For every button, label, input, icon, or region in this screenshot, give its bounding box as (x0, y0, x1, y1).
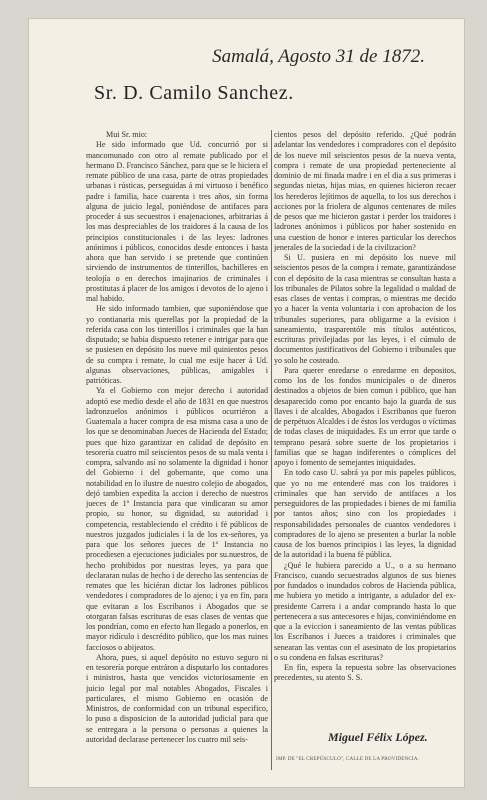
paragraph: Si U. pusiera en mi depósito los nueve mil seiscientos pesos de la compra i remate, garantizándose con el depósito de la casa mientras se consultan hasta a los tribunales de Pilatos sobre la legalidad o maldad de esas clases de ventas i compras, o mientras me decido yo a hacer la venta voluntaria i con aprobacion de los tribunales superiores, para obligarme a la evision i saneamiento, trasparentóle mis títulos auténticos, escrituras privilejiadas por las leyes, i el cúmulo de documentos justificativos del Gobierno i tribunales que yo solo he costeado. (274, 253, 456, 365)
addressee-heading: Sr. D. Camilo Sanchez. (94, 82, 294, 104)
body-column-right (274, 130, 456, 690)
paragraph: Ya el Gobierno con mejor derecho i autoridad adoptó ese medio desde el año de 1831 en que nuestros ladronzuelos anónimos i públicos ocurriéron a Guatemala a hacer compra de esa misma casa a uno de los que se denominaban Jueces de Hacienda del Estado; pues que hizo garantizar en calidad de depósito en tesorería cuatro mil seiscientos pesos de su mala venta i compra, salvando así no solamente la dignidad i honor del Gobierno i del gobernante, que como una notabilidad en lo ilustre de nuestro colejio de abogados, dejó tambien expedita la accion i derecho de nuestros jueces de 1ª Instancia para que vindicaran su amor propio, su honor, su dignidad, su autoridad i competencia, restableciendo el crédito i fé públicos de nuestros juzgados judiciales i la de los ex-señores, ya para que los señores jueces de 1ª Instancia no procediesen a ejecuciones judiciales por su.nuestros, de hecho prohibidos por nuestras leyes, ya para que declararan nulas de hecho i de derecho las sentencias de remates que les hiciéran dictar los ladrones públicos vendedores i compradores de lo ajeno; i ya en fin, para que evitaran a los Escribanos i Abogados que se otorgaran falsas escrituras de esas clases de ventas que los pondrían, como en efecto han llegado a ponerlos, en mayor ridículo i descrédito público, que los mas ruines facciosos o abijeatos. (86, 386, 268, 652)
paragraph: He sido informado tambien, que suponiéndose que yo contianaria mis querellas por la propiedad de la referida casa con los tinterillos i criminales que la han disputado; se habia dispuesto retener e intrigar para que se pusiesen en depósito los nueve mil quinientos pesos de su compra i remate, lo cual me esije hacer á Ud. algunas observaciones, públicas, amigables i patrióticas. (86, 304, 268, 385)
printer-imprint: IMP. DE "EL CREPÚSCULO", CALLE DE LA PROVIDENCIA. (276, 756, 419, 762)
column-divider (271, 130, 272, 770)
paragraph: ¿Qué le hubiera parecido a U., o a su hermano Francisco, cuando secuestrados algunos de sus bienes por fundados o inundados cobros de Hacienda pública, me hubiera yo metido a intrigante, a adulador del ex-presidente Carrera i a andar comprando hasta lo que pertenecera a sus antecesores e hijas, conviniéndome en que a la eviccion i saneamiento de las ventas públicas los Escribanos i Jueces a traidores i criminales que senearan las ventas con el asesinato de los propietarios o su condena en falsas escrituras? (274, 560, 456, 662)
paragraph: Ahora, pues, si aquel depósito no estuvo seguro ni en tesorería porque entráron a disputarlo los contadores i ministros, hasta que vencidos victoriosamente en juicio legal por mal notables Abogados, Fiscales i particulares, el mismo Gobierno en ocasión de Ministros, de conformidad con un tribunal especifico, lo puso a disposicion de la autoridad judicial para que se entregara a la persona o personas a quienes la autoridad declarase pertenecer los cuatro mil seis- (86, 652, 268, 744)
signature: Miguel Félix López. (328, 730, 428, 744)
letter-sheet (28, 18, 465, 788)
greeting: Mui Sr. mio: (106, 130, 148, 139)
paragraph: En todo caso U. sabrá ya por mis papeles públicos, que yo no me entenderé mas con los traidores i criminales que han servido de antifaces a los perseguidores de las propiedades i bienes de mi familia por tantos años; sino con los propiedades i responsabilidades personales de cuantos vendedores i compradores de lo ajeno se presenten a burlar la noble causa de los buenos principios i las leyes, la dignidad de la autoridad i la buena fé pública. (274, 468, 456, 560)
letter-date: Samalá, Agosto 31 de 1872. (212, 46, 425, 67)
paragraph: Para querer enredarse o enredarme en depositos, como los de los fondos municipales o de dineros destinados a objetos de bien comun i público, que han desaparecido como por encanto bajo la guarda de sus llaves i de alcaldes, Abogados i Escribanos que fueron de perpétuos Alcaldes i de éstos los verdugos o víctimas de todas clases de iniquidades. Es un error que tarde o temprano pesará sobre suerte de los propietarios i familias que se hagan indiferentes o cómplices del apoyo i fomento de semejantes iniquidades. (274, 365, 456, 467)
paragraph: cientos pesos del depósito referido. ¿Qué podrán adelantar los vendedores i compradores con el depósito de los nueve mil seiscientos pesos de la nueva venta, compra i remate de una propiedad perteneciente al dominio de mi finada madre i en el dia a sus primeras i segundas nietas, hijas mias, en quienes hicieron recaer los herederos lejítimos de aquella, to los sus derechos i acciones por la friolera de algunos centenares de miles de pesos que me hicieron gastar i perder los traidores i ladrones anónimos i públicos por haber sostenido en una cuestion de honor e interes particular los derechos jenerales de la sociedad i de la civilizacion? (274, 130, 456, 252)
paragraph: He sido informado que Ud. concurrió por si mancomunado con otro al remate publicado por el hermano D. Francisco Sánchez, para que se le hiciera el remate público de una casa, parte de otras propiedades urbanas i rústicas, perseguidas á mi virtuoso i benéfico padre i familia, hace cuarenta i tres años, sin forma alguna de juicio legal, poniéndose de antifaces para proceder á sus secuestros i enajenaciones, arbitrarias á los mas despreciables de los traidores á la causa de los principios constitucionales i de las leyes: ladrones anónimos i públicos, conocidos desde entonces i hasta ahora que han servido i se pretende que continúen sirviendo de instrumentos de tinterillos, bachilleres en teolojía o en derechos imajinarios de criminales i prostitutas á placer de los amigos i devotos de lo ajeno i mal habido. (86, 140, 268, 303)
paragraph: En fin, espera la repuesta sobre las observaciones precedentes, su atento S. S. (274, 663, 456, 683)
body-column-left (86, 130, 268, 780)
